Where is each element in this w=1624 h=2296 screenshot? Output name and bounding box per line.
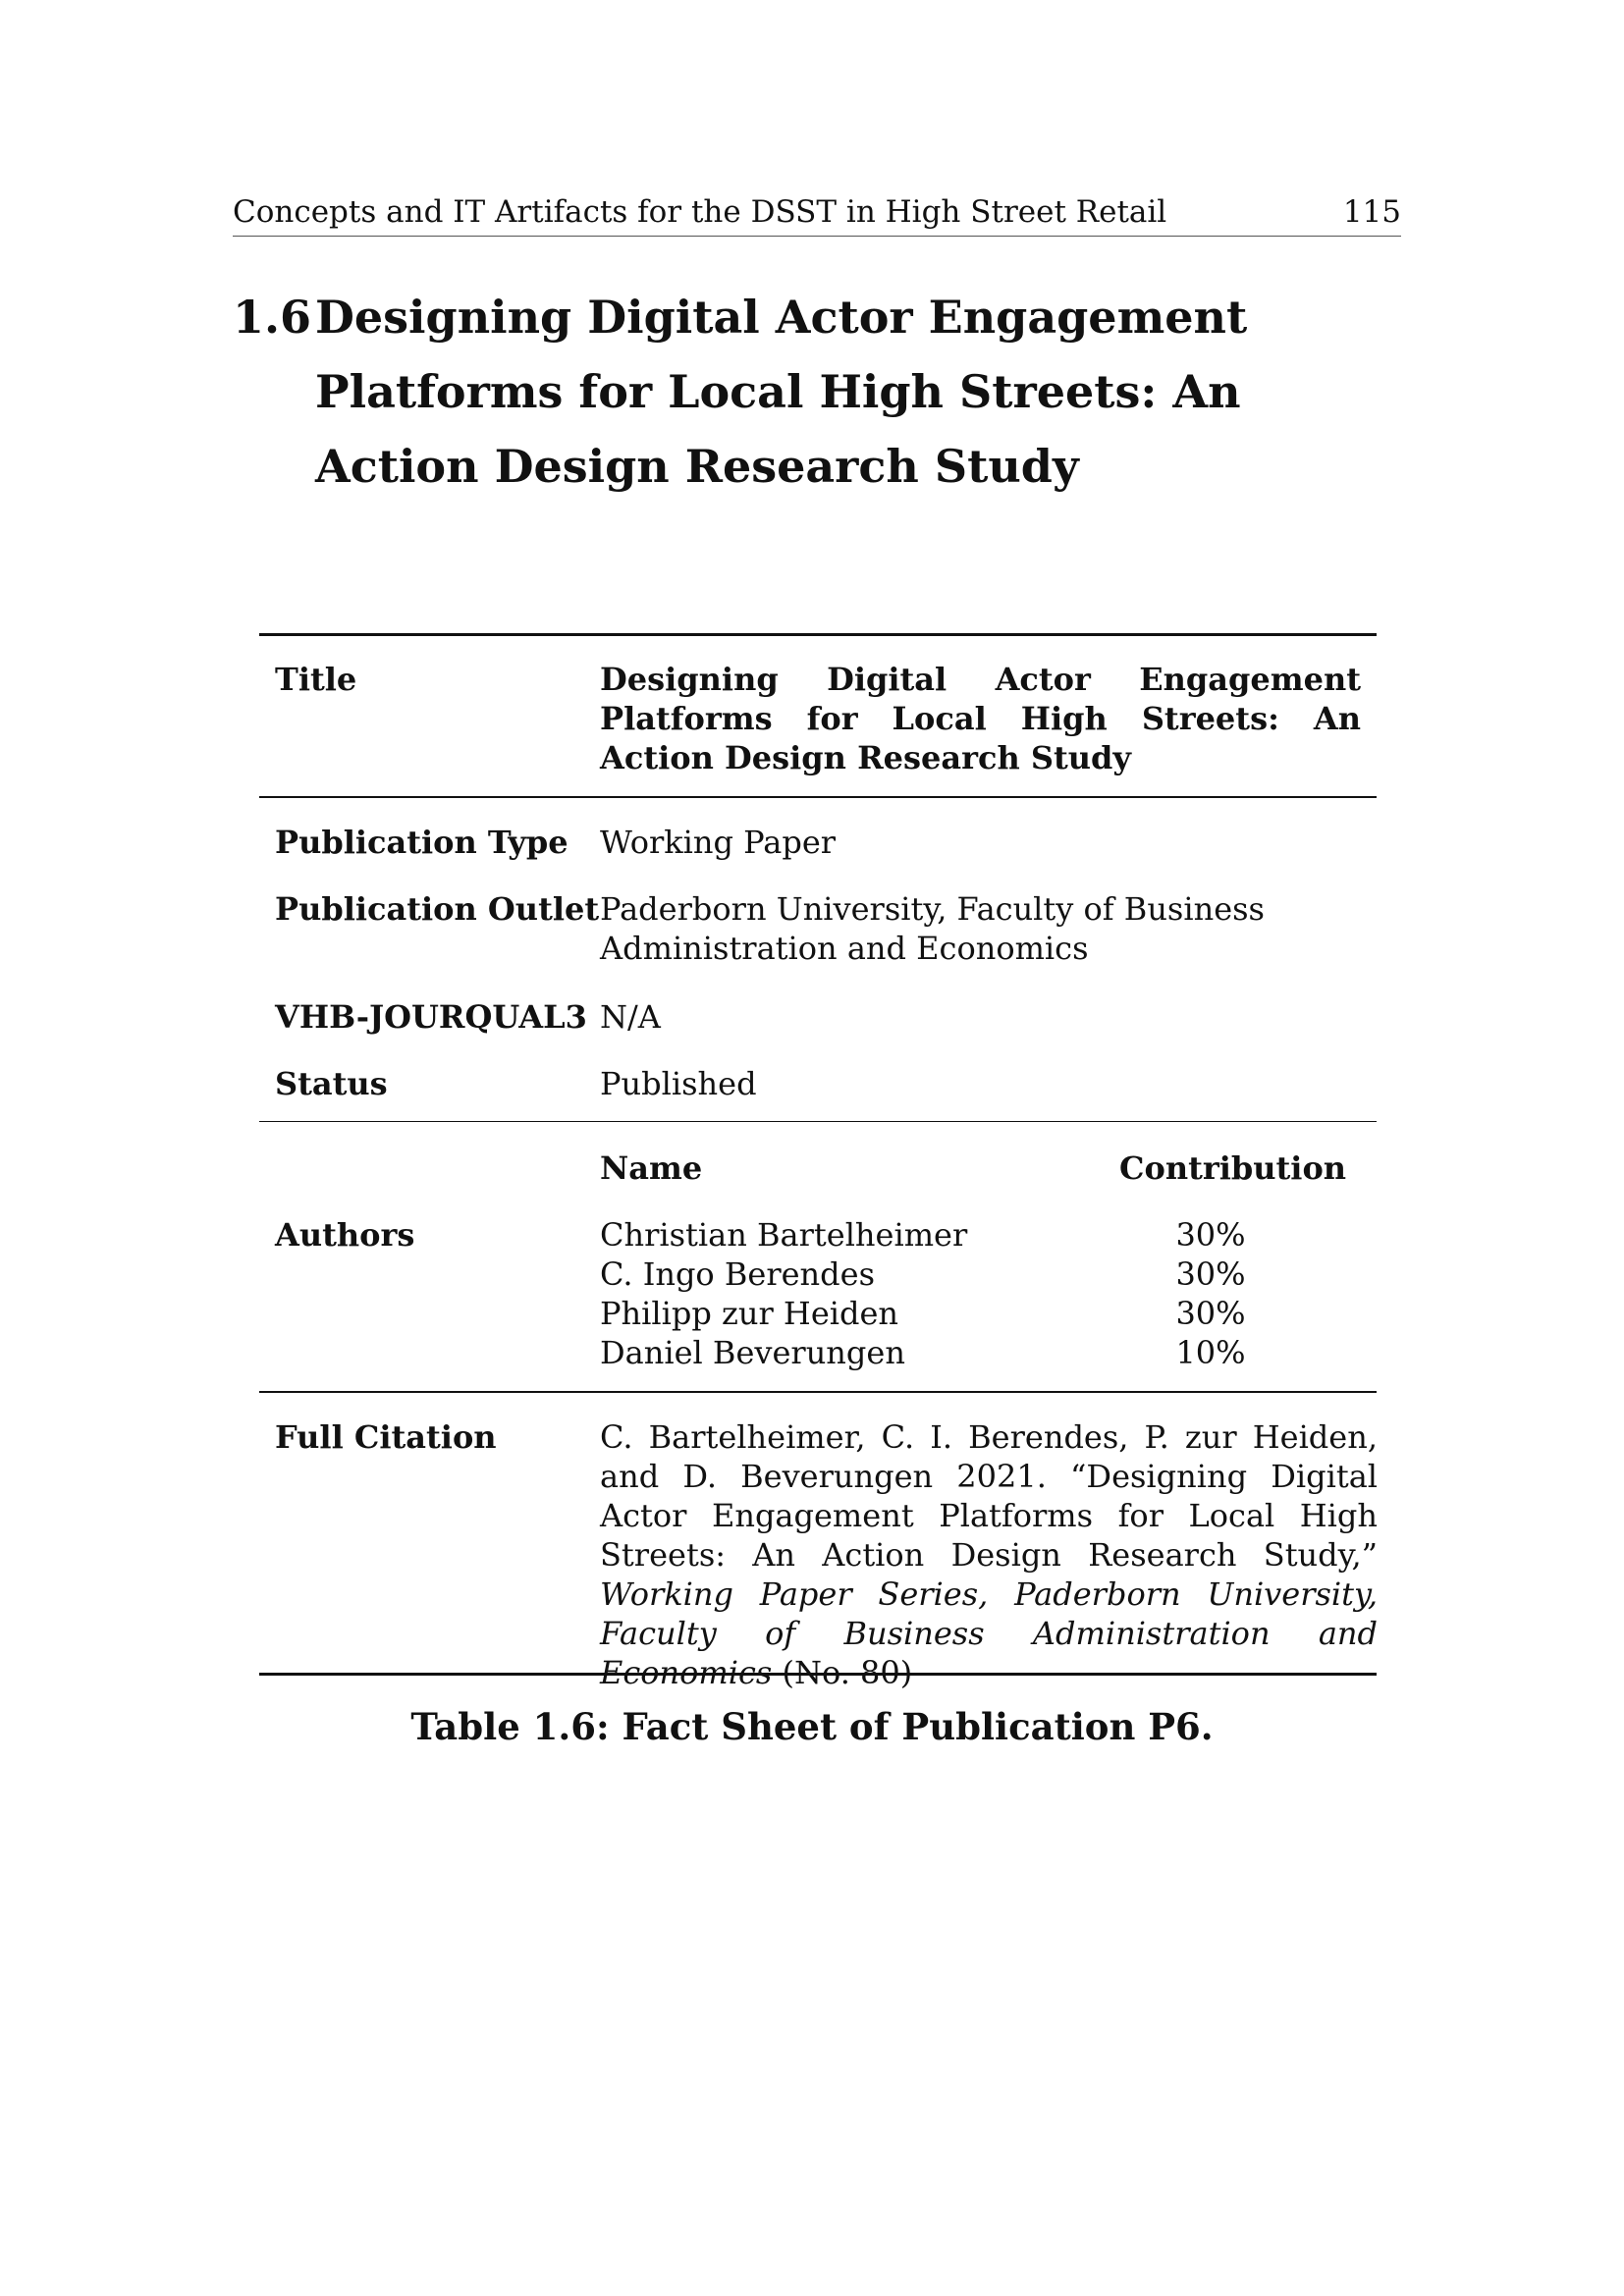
author-contribution: 10%	[1175, 1334, 1246, 1371]
status-row	[259, 1064, 1377, 1103]
authors-label: Authors	[275, 1216, 415, 1254]
publication-outlet-label: Publication Outlet	[275, 890, 600, 928]
full-citation-row	[259, 1417, 1378, 1691]
citation-text: C. Bartelheimer, C. I. Berendes, P. zur Heiden, and D. Beverungen 2021. “Designing Digital Actor Engagement Platforms for Local High Streets: An Action Design Research Study,”	[600, 1418, 1378, 1574]
citation-series: Working Paper Series, Paderborn University, Faculty of Business Administration and Economics	[600, 1575, 1378, 1691]
status-value: Published	[600, 1065, 757, 1102]
section-title: Designing Digital Actor Engagement Platforms for Local High Streets: An Action Design Research Study	[315, 291, 1248, 493]
publication-type-label: Publication Type	[275, 824, 568, 861]
title-label: Title	[275, 661, 357, 698]
meta-rows-rule	[259, 1121, 1377, 1122]
publication-outlet-value: Paderborn University, Faculty of Business Administration and Economics	[600, 890, 1265, 967]
author-name: C. Ingo Berendes	[600, 1255, 875, 1293]
author-name: Philipp zur Heiden	[600, 1295, 899, 1332]
table-top-rule	[259, 633, 1377, 636]
author-contribution: 30%	[1175, 1295, 1246, 1332]
running-head	[233, 188, 1401, 237]
author-name: Christian Bartelheimer	[600, 1216, 968, 1254]
title-value: Designing Digital Actor Engagement Platforms for Local High Streets: An Action Design Research Study	[600, 661, 1361, 776]
author-name: Daniel Beverungen	[600, 1334, 905, 1371]
publication-type-value: Working Paper	[600, 824, 837, 861]
vhb-label: VHB-JOURQUAL3	[275, 998, 587, 1036]
publication-type-row	[259, 823, 1377, 862]
title-row	[259, 660, 1377, 777]
page-number: 115	[1342, 194, 1401, 230]
full-citation-value	[600, 1417, 1378, 1692]
author-contribution: 30%	[1175, 1216, 1246, 1254]
vhb-value: N/A	[600, 998, 661, 1036]
contribution-header: Contribution	[1119, 1149, 1347, 1187]
citation-number: (No. 80)	[782, 1654, 913, 1691]
authors-block	[259, 1148, 1377, 1384]
section-number: 1.6	[233, 291, 312, 344]
vhb-row	[259, 997, 1377, 1037]
title-row-rule	[259, 796, 1377, 798]
table-caption: Table 1.6: Fact Sheet of Publication P6.	[410, 1705, 1214, 1748]
running-head-title: Concepts and IT Artifacts for the DSST in High Street Retail	[233, 194, 1167, 230]
author-contribution: 30%	[1175, 1255, 1246, 1293]
full-citation-label: Full Citation	[275, 1418, 497, 1456]
authors-rule	[259, 1391, 1377, 1393]
status-label: Status	[275, 1065, 388, 1102]
name-header: Name	[600, 1149, 703, 1187]
publication-outlet-row	[259, 889, 1377, 968]
